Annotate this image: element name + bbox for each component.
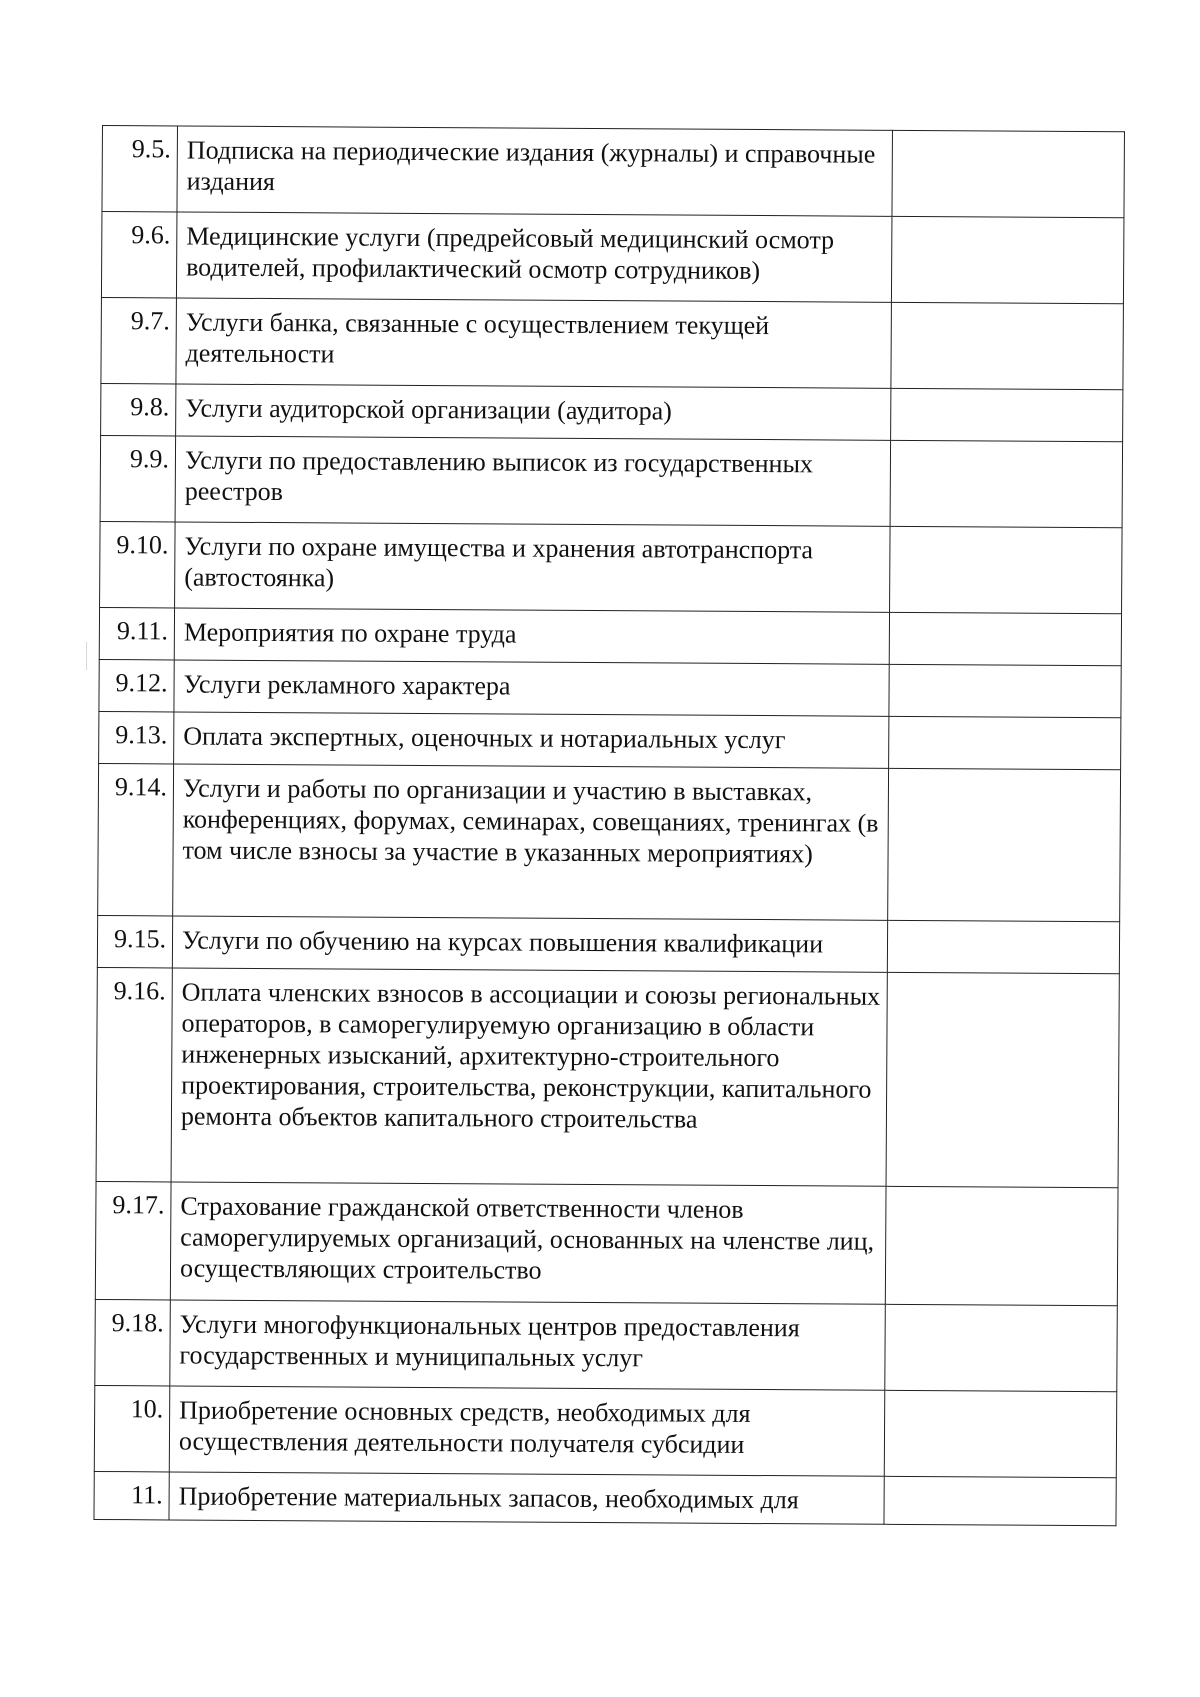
row-description: Подписка на периодические издания (журналы) и справочные издания [177, 126, 893, 216]
row-number: 10. [94, 1385, 170, 1471]
table-row [101, 297, 1124, 389]
row-number: 9.14. [98, 763, 174, 915]
table-row [99, 711, 1121, 769]
table-row [95, 1181, 1118, 1305]
row-empty-cell [889, 664, 1121, 717]
table-row [95, 1299, 1118, 1391]
table-row [102, 126, 1125, 218]
row-number: 11. [94, 1471, 169, 1519]
table-row [101, 383, 1123, 441]
table-row [97, 915, 1119, 973]
row-description: Оплата членских взносов в ассоциации и союзы региональных операторов, в саморегулируемую организацию в области инженерных изысканий, архитектурно-строительного проектирования, строительства, реконструкции, капитального ремонта объектов капитального строительства [171, 968, 887, 1186]
row-number: 9.8. [101, 383, 176, 435]
row-number: 9.13. [99, 711, 174, 763]
row-description: Услуги многофункциональных центров предоставления государственных и муниципальных услуг [170, 1300, 886, 1390]
row-number: 9.16. [96, 967, 172, 1181]
table-row [98, 763, 1121, 921]
row-empty-cell [886, 972, 1119, 1187]
row-description: Услуги банка, связанные с осуществлением текущей деятельности [176, 298, 892, 388]
row-description: Медицинские услуги (предрейсовый медицинский осмотр водителей, профилактический осмотр сотрудников) [176, 212, 892, 302]
table-row [94, 1385, 1117, 1477]
row-number: 9.18. [95, 1299, 171, 1385]
table-row [99, 659, 1121, 717]
table-row [100, 435, 1123, 527]
table-row [94, 1471, 1116, 1525]
row-empty-cell [891, 302, 1124, 389]
row-number: 9.6. [101, 212, 177, 298]
row-empty-cell [891, 388, 1123, 441]
row-description: Оплата экспертных, оценочных и нотариальных услуг [174, 712, 889, 768]
row-description: Мероприятия по охране труда [174, 608, 889, 664]
row-empty-cell [884, 1390, 1117, 1477]
table-row [101, 212, 1124, 304]
row-number: 9.11. [99, 607, 174, 659]
row-description: Приобретение материальных запасов, необходимых для [169, 1472, 884, 1524]
row-empty-cell [887, 920, 1119, 973]
row-description: Услуги рекламного характера [174, 660, 889, 716]
row-empty-cell [892, 130, 1125, 217]
table-row [99, 607, 1121, 665]
row-description: Услуги и работы по организации и участию в выставках, конференциях, форумах, семинарах, совещаниях, тренингах (в том числе взносы за участие в указанных мероприятиях) [173, 764, 889, 920]
row-number: 9.9. [100, 435, 176, 521]
table-row [96, 967, 1119, 1187]
row-empty-cell [884, 1476, 1116, 1525]
table-row [100, 521, 1123, 613]
row-description: Услуги по обучению на курсах повышения квалификации [172, 916, 887, 972]
row-number: 9.10. [100, 521, 176, 607]
row-empty-cell [885, 1186, 1118, 1305]
row-empty-cell [889, 716, 1121, 769]
row-empty-cell [888, 768, 1121, 921]
scan-margin-mark [86, 642, 87, 670]
expense-items-table [93, 125, 1125, 1526]
row-description: Страхование гражданской ответственности членов саморегулируемых организаций, основанных на членстве лиц, осуществляющих строительство [170, 1182, 886, 1304]
row-empty-cell [889, 612, 1121, 665]
row-description: Приобретение основных средств, необходимых для осуществления деятельности получателя субсидии [169, 1386, 885, 1476]
row-number: 9.17. [95, 1181, 171, 1299]
row-number: 9.7. [101, 297, 177, 383]
row-description: Услуги по охране имущества и хранения автотранспорта (автостоянка) [175, 522, 891, 612]
row-empty-cell [890, 526, 1123, 613]
row-description: Услуги аудиторской организации (аудитора) [176, 384, 891, 440]
row-empty-cell [890, 440, 1123, 527]
row-empty-cell [891, 216, 1124, 303]
row-number: 9.12. [99, 659, 174, 711]
row-description: Услуги по предоставлению выписок из государственных реестров [175, 436, 891, 526]
row-number: 9.5. [102, 126, 178, 212]
row-number: 9.15. [97, 915, 172, 967]
row-empty-cell [885, 1304, 1118, 1391]
